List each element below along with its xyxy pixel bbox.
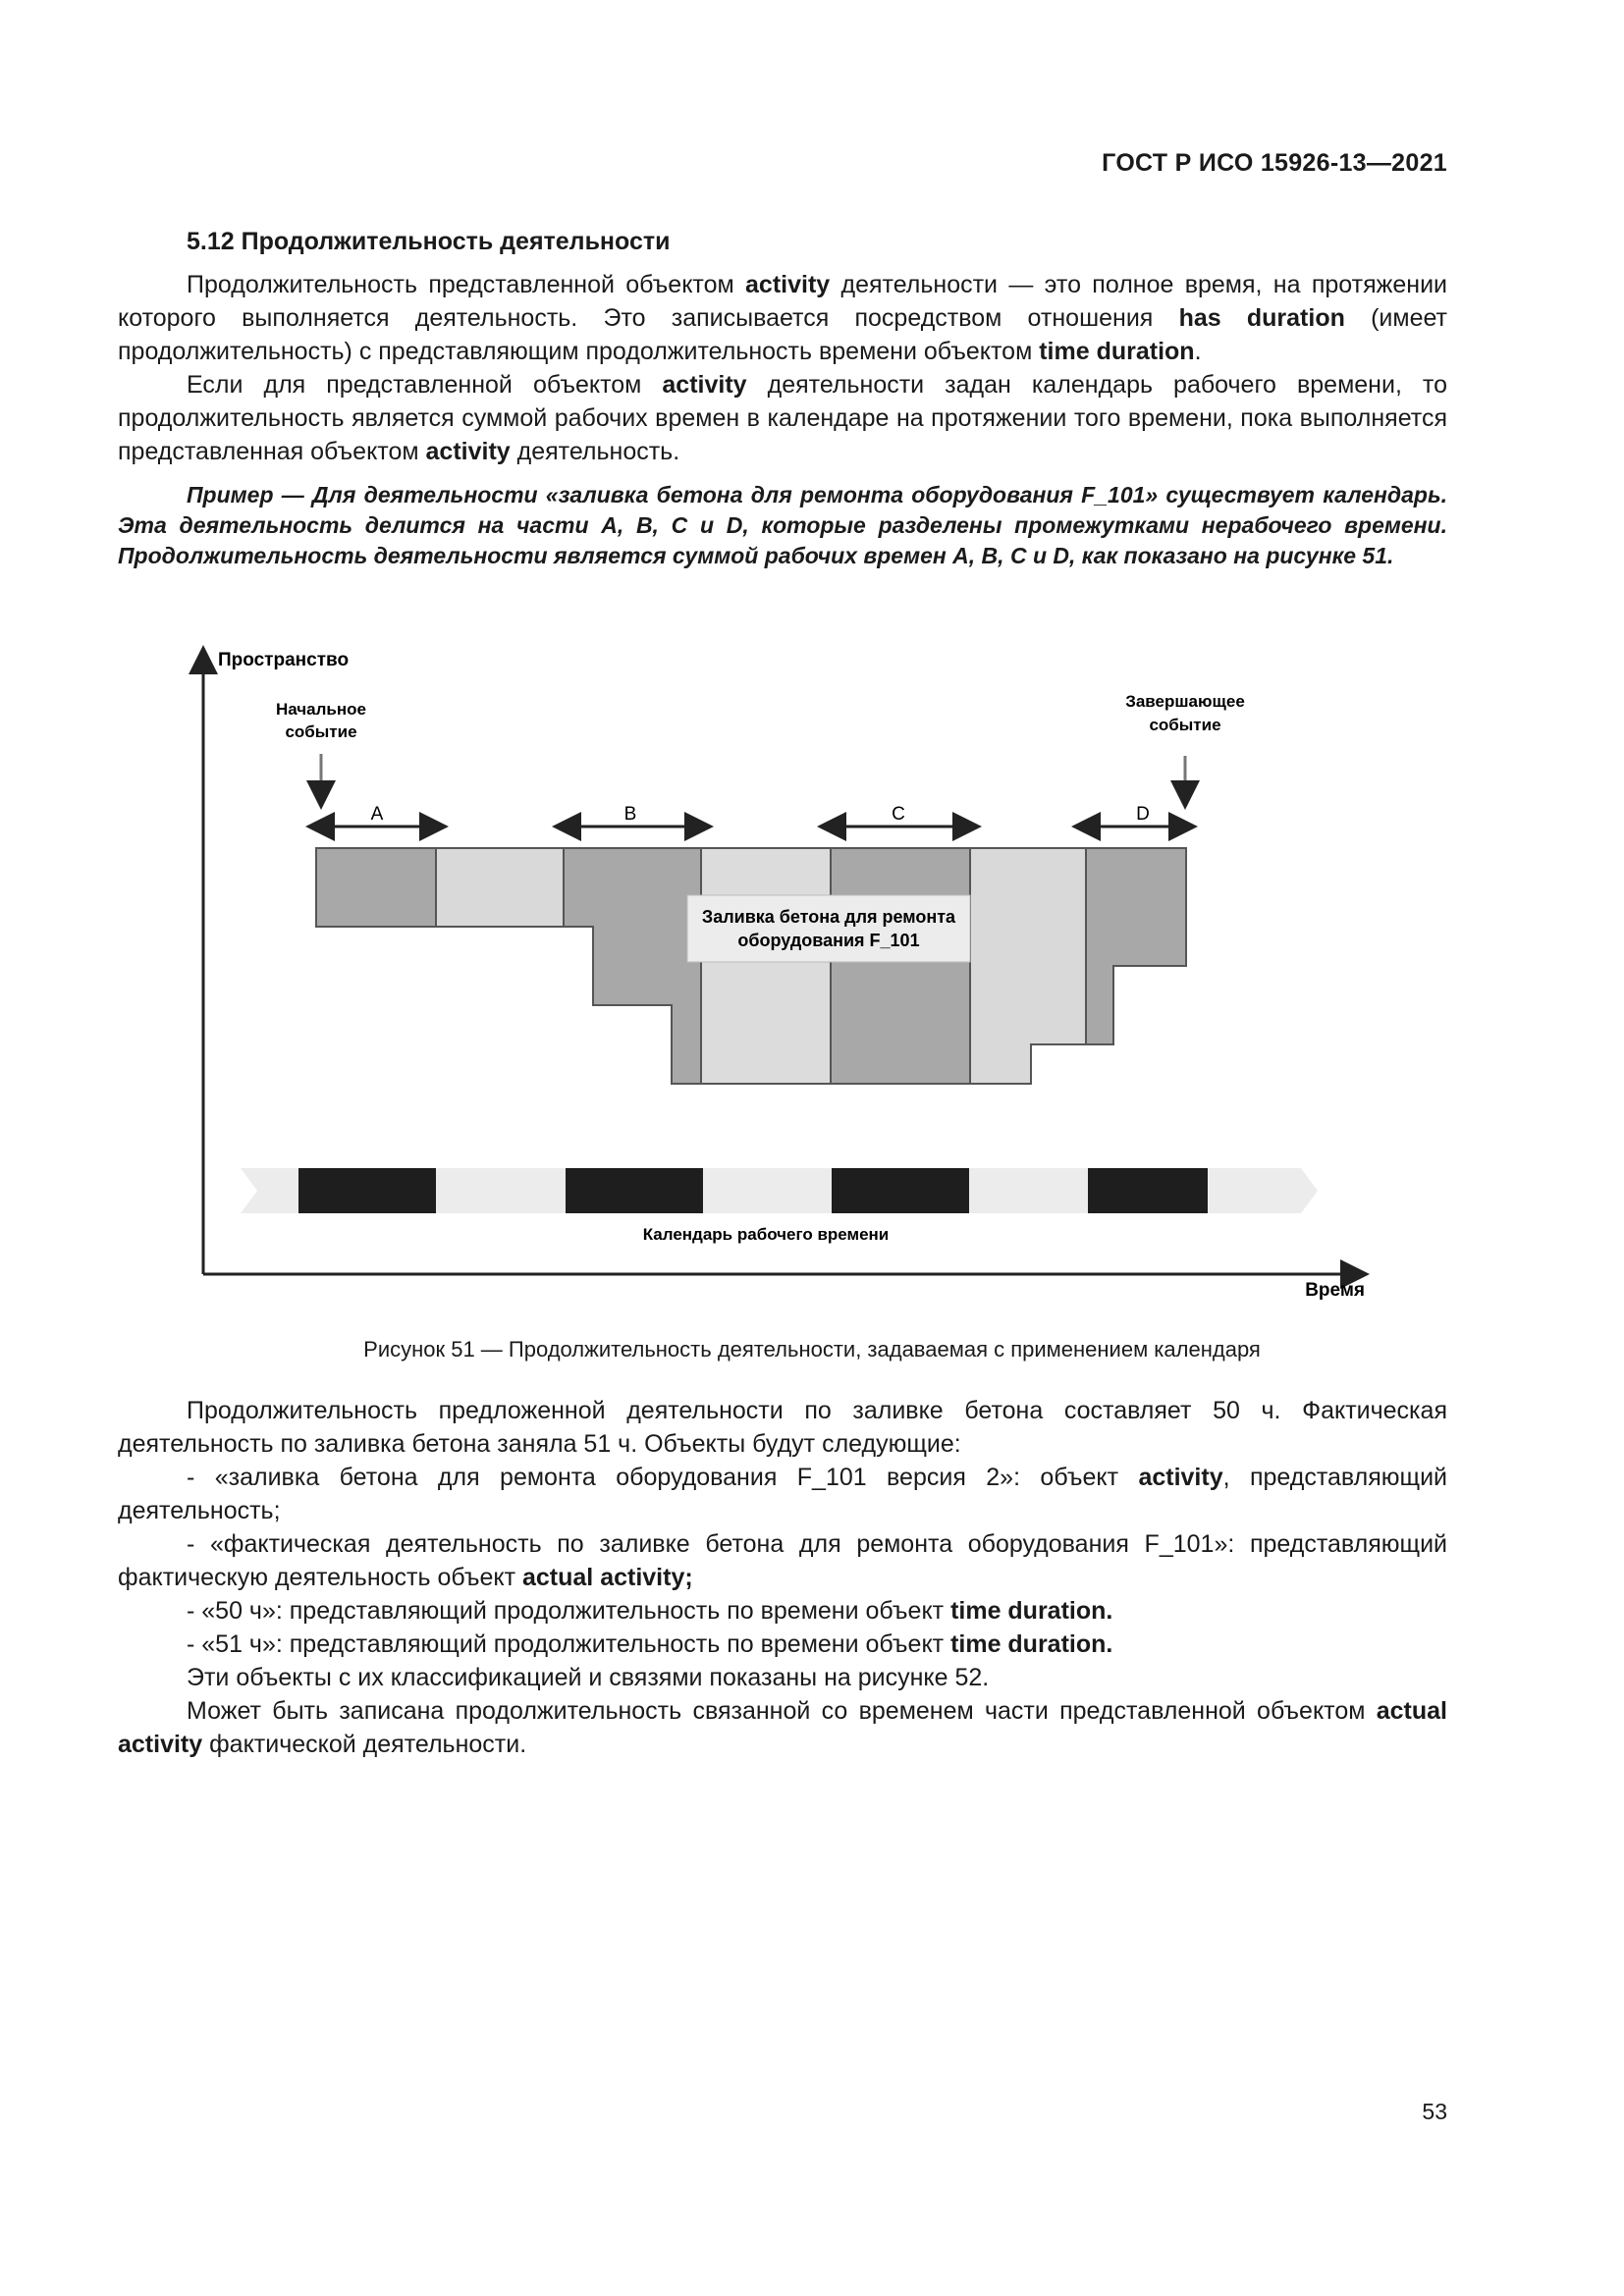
activity-label-line1: Заливка бетона для ремонта [701, 907, 956, 927]
list-item-4: - «51 ч»: представляющий продолжительность по времени объект time duration. [187, 1630, 1113, 1658]
y-axis-label: Пространство [218, 650, 350, 670]
page-header-standard: ГОСТ Р ИСО 15926-13—2021 [1102, 149, 1447, 177]
x-axis-label: Время [1305, 1280, 1365, 1301]
activity-label-line2: оборудования F_101 [737, 931, 920, 950]
activity-duration-diagram [177, 638, 1414, 1315]
paragraph-2: Если для представленной объектом activity деятельности задан календарь рабочего времени, то продолжительность является суммой рабочих времен в календаре на протяжении того времени, пока выполняется представленная объектом activity деятельность. [118, 371, 1448, 465]
end-event-label-line1: Завершающее [1125, 692, 1245, 711]
calendar-working-2 [566, 1168, 703, 1213]
calendar-label: Календарь рабочего времени [642, 1225, 890, 1244]
block-gap-3 [970, 848, 1086, 1084]
paragraph-3: Продолжительность предложенной деятельности по заливке бетона составляет 50 ч. Фактическая деятельность по заливка бетона заняла 51 ч. Объекты будут следующие: [118, 1397, 1447, 1458]
calendar-working-3 [832, 1168, 969, 1213]
main-text-continued [118, 1394, 1447, 1761]
block-gap-2 [701, 848, 831, 1084]
block-gap-1 [436, 848, 564, 927]
part-a-label: A [370, 804, 384, 825]
end-event-label-line2: событие [1149, 716, 1221, 734]
list-item-1: - «заливка бетона для ремонта оборудования F_101 версия 2»: объект activity, представляющий деятельность; [118, 1464, 1447, 1524]
start-event-label-line1: Начальное [276, 700, 366, 719]
paragraph-1: Продолжительность представленной объектом activity деятельности — это полное время, на протяжении которого выполняется деятельность. Это записывается посредством отношения has duration (имеет продолжительность) с представляющим продолжительность времени объектом time duration. [118, 271, 1447, 365]
activity-label-box [687, 895, 970, 962]
example-note: Пример — Для деятельности «заливка бетона для ремонта оборудования F_101» существует календарь. Эта деятельность делится на части A, B, C и D, которые разделены промежутками нерабочего времени. Продолжительность деятельности является суммой рабочих времен A, B, C и D, как показано на рисунке 51. [118, 482, 1447, 568]
calendar-working-4 [1088, 1168, 1208, 1213]
main-text [118, 228, 1447, 571]
section-title: 5.12 Продолжительность деятельности [187, 228, 671, 255]
part-b-label: B [623, 804, 637, 825]
block-b-working [564, 848, 701, 1084]
start-event-label-line2: событие [285, 722, 357, 741]
block-c-working [831, 848, 970, 1084]
list-item-2: - «фактическая деятельность по заливке бетона для ремонта оборудования F_101»: представляющий фактическую деятельность объект actual activity; [118, 1530, 1447, 1591]
figure-caption: Рисунок 51 — Продолжительность деятельности, задаваемая с применением календаря [363, 1337, 1261, 1362]
figure-51 [177, 638, 1414, 1315]
paragraph-4: Эти объекты с их классификацией и связями показаны на рисунке 52. [187, 1664, 990, 1691]
part-d-label: D [1136, 804, 1150, 825]
paragraph-5: Может быть записана продолжительность связанной со временем части представленной объектом actual activity фактической деятельности. [118, 1697, 1447, 1758]
part-c-label: C [892, 804, 905, 825]
block-a-working [316, 848, 436, 927]
list-item-3: - «50 ч»: представляющий продолжительность по времени объект time duration. [187, 1597, 1113, 1625]
page-number: 53 [1422, 2099, 1447, 2124]
block-d-working [1086, 848, 1186, 1044]
calendar-working-1 [298, 1168, 436, 1213]
